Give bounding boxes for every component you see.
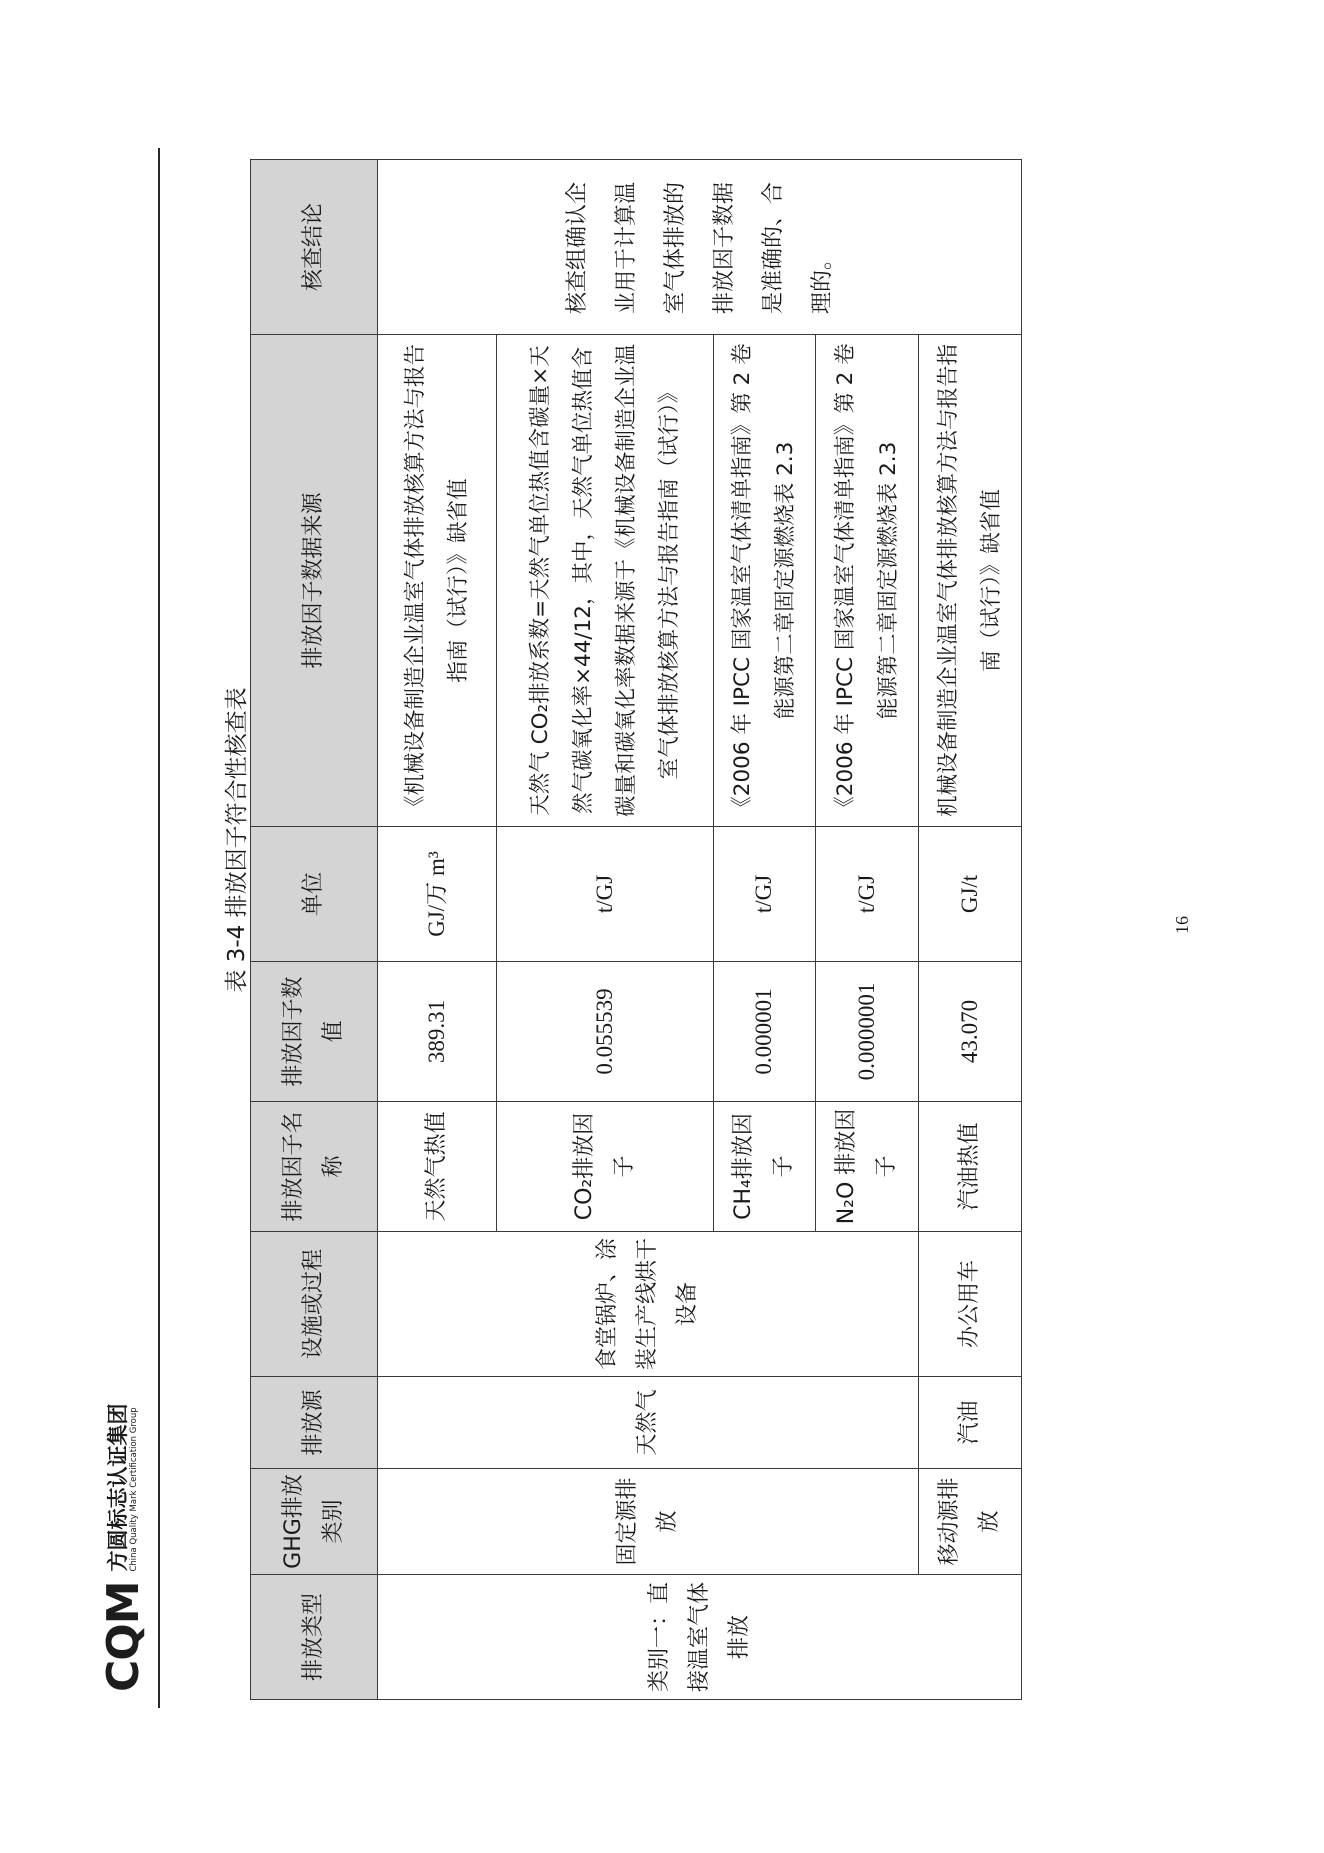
table-row [919, 160, 1022, 1700]
table-row [378, 160, 497, 1700]
header-emission-type: 排放类型 [251, 1575, 378, 1700]
emission-source-cell: 天然气 [378, 1377, 919, 1469]
data-source-cell: 天然气 CO₂排放系数=天然气单位热值含碳量×天然气碳氧化率×44/12，其中，天然气单位热值含碳量和碳氧化率数据来源于《机械设备制造企业温室气体排放核算方法与报告指南（试行）》 [496, 335, 713, 827]
unit-cell: GJ/t [919, 827, 1022, 962]
header-unit: 单位 [251, 827, 378, 962]
unit-cell: GJ/万 m³ [378, 827, 497, 962]
emission-source-cell: 汽油 [919, 1377, 1022, 1469]
factor-name-cell: N₂O 排放因子 [816, 1102, 919, 1232]
ghg-category-cell: 移动源排放 [919, 1469, 1022, 1575]
factor-name-cell: CH₄排放因子 [713, 1102, 816, 1232]
table-header-row [251, 160, 378, 1700]
factor-value-cell: 43.070 [919, 962, 1022, 1102]
factor-value-cell: 0.055539 [496, 962, 713, 1102]
header-ghg-category: GHG排放类别 [251, 1469, 378, 1575]
data-source-cell: 《机械设备制造企业温室气体排放核算方法与报告指南（试行）》缺省值 [378, 335, 497, 827]
data-source-cell: 《2006 年 IPCC 国家温室气体清单指南》第 2 卷能源第二章固定源燃烧表 2.3 [816, 335, 919, 827]
company-logo [98, 1272, 148, 1692]
emission-factor-table [250, 160, 1022, 1700]
factor-value-cell: 389.31 [378, 962, 497, 1102]
emission-type-cell: 类别一：直接温室气体排放 [378, 1575, 1022, 1700]
unit-cell: t/GJ [713, 827, 816, 962]
unit-cell: t/GJ [496, 827, 713, 962]
data-source-cell: 《2006 年 IPCC 国家温室气体清单指南》第 2 卷能源第二章固定源燃烧表 2.3 [713, 335, 816, 827]
header-data-source: 排放因子数据来源 [251, 335, 378, 827]
logo-name-cn: 方圆标志认证集团 [105, 1403, 130, 1572]
logo-name-en: China Quality Mark Certification Group [128, 1407, 139, 1572]
conclusion-cell: 核查组确认企业用于计算温室气体排放的排放因子数据是准确的、合理的。 [378, 160, 1022, 335]
facility-cell: 办公用车 [919, 1232, 1022, 1377]
header-facility: 设施或过程 [251, 1232, 378, 1377]
unit-cell: t/GJ [816, 827, 919, 962]
facility-cell: 食堂锅炉、涂装生产线烘干设备 [378, 1232, 919, 1377]
header-conclusion: 核查结论 [251, 160, 378, 335]
page-number: 16 [1172, 916, 1192, 934]
factor-name-cell: CO₂排放因子 [496, 1102, 713, 1232]
factor-value-cell: 0.000001 [713, 962, 816, 1102]
table-caption: 表 3-4 排放因子符合性核查表 [224, 687, 250, 993]
factor-name-cell: 天然气热值 [378, 1102, 497, 1232]
factor-value-cell: 0.0000001 [816, 962, 919, 1102]
header-factor-value: 排放因子数值 [251, 962, 378, 1102]
logo-mark: CQM [97, 1581, 149, 1692]
factor-name-cell: 汽油热值 [919, 1102, 1022, 1232]
data-source-cell: 机械设备制造企业温室气体排放核算方法与报告指南（试行）》缺省值 [919, 335, 1022, 827]
header-emission-source: 排放源 [251, 1377, 378, 1469]
page-left-rule [158, 148, 160, 1708]
header-factor-name: 排放因子名称 [251, 1102, 378, 1232]
ghg-category-cell: 固定源排放 [378, 1469, 919, 1575]
